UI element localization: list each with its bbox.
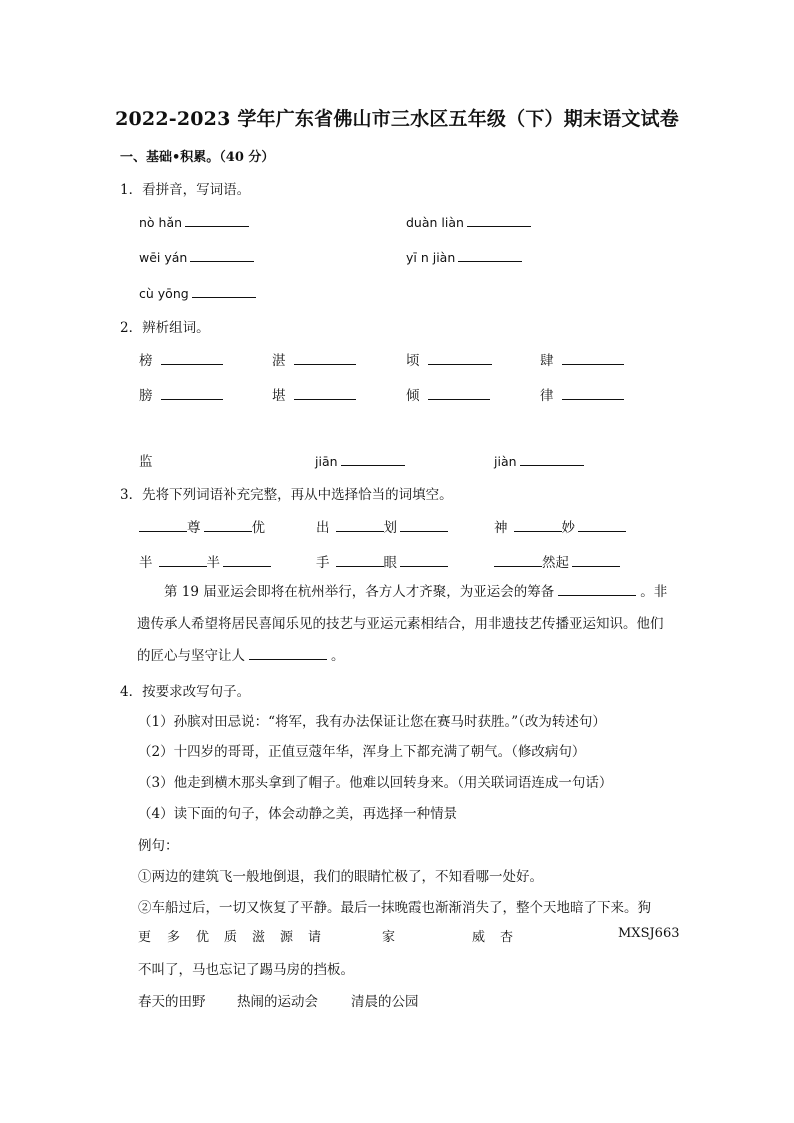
answer-blank[interactable]: [562, 350, 624, 365]
example-sentence-2: ②车船过后，一切又恢复了平静。最后一抹晚霞也渐渐消失了，整个天地暗了下来。狗: [138, 900, 651, 916]
watermark-char: 源: [280, 930, 294, 945]
answer-blank[interactable]: [159, 552, 207, 567]
idiom-item: 然起: [494, 551, 620, 571]
answer-blank[interactable]: [190, 247, 254, 262]
answer-blank[interactable]: [336, 552, 384, 567]
answer-blank[interactable]: [336, 517, 384, 532]
pinyin-item: duàn liàn: [406, 212, 531, 230]
answer-blank[interactable]: [161, 350, 223, 365]
answer-blank[interactable]: [578, 517, 626, 532]
pinyin-item: jiàn: [494, 451, 584, 469]
section-heading: 一、基础•积累。（40 分）: [120, 150, 275, 165]
answer-blank[interactable]: [558, 581, 636, 596]
example-label: 例句：: [138, 838, 179, 854]
sentence-task-3: （3）他走到横木那头拿到了帽子。他难以回转身来。（用关联词语连成一句话）: [138, 775, 613, 791]
answer-blank[interactable]: [494, 552, 542, 567]
char-item: 榜: [139, 349, 223, 369]
char-item: 膀: [139, 384, 223, 404]
pinyin-item: jiān: [315, 451, 405, 469]
fill-paragraph: 第 19 届亚运会即将在杭州举行，各方人才齐聚，为亚运会的筹备 。非遗传承人希望将居民喜闻乐见的技艺与亚运元素相结合，用非遗技艺传播亚运知识。他们的匠心与坚守让人 。: [137, 576, 675, 672]
char-item: 倾: [406, 384, 490, 404]
char-item: 律: [540, 384, 624, 404]
answer-blank[interactable]: [572, 552, 620, 567]
idiom-item: 神 妙: [494, 516, 626, 536]
idiom-item: 半 半: [139, 551, 271, 571]
watermark-char: 请: [308, 930, 322, 945]
watermark-char: 威: [472, 930, 486, 945]
answer-blank[interactable]: [223, 552, 271, 567]
answer-blank[interactable]: [139, 517, 187, 532]
example-sentence-1: ①两边的建筑飞一般地倒退，我们的眼睛忙极了，不知看哪一处好。: [138, 869, 543, 885]
answer-blank[interactable]: [400, 552, 448, 567]
watermark-char: 滋: [252, 930, 266, 945]
watermark-code: MXSJ663: [618, 926, 680, 941]
watermark-char: 杏: [500, 930, 514, 945]
watermark-char: 质: [224, 930, 238, 945]
question-1-label: 1．看拼音，写词语。: [120, 182, 251, 198]
answer-blank[interactable]: [341, 451, 405, 466]
watermark-char: 优: [196, 930, 210, 945]
sentence-task-1: （1）孙膑对田忌说：“将军，我有办法保证让您在赛马时获胜。”（改为转述句）: [138, 714, 606, 730]
answer-blank[interactable]: [458, 247, 522, 262]
answer-blank[interactable]: [562, 385, 624, 400]
answer-blank[interactable]: [204, 517, 252, 532]
scene-option: 热闹的运动会: [237, 994, 318, 1010]
answer-blank[interactable]: [161, 385, 223, 400]
question-2-label: 2．辨析组词。: [120, 320, 210, 336]
sentence-task-4: （4）读下面的句子，体会动静之美，再选择一种情景: [138, 806, 458, 822]
scene-option: 春天的田野: [138, 994, 206, 1010]
answer-blank[interactable]: [192, 283, 256, 298]
pinyin-item: cù yōng: [139, 283, 256, 301]
answer-blank[interactable]: [467, 212, 531, 227]
watermark-char: 家: [382, 930, 396, 945]
pinyin-item: wēi yán: [139, 247, 254, 265]
question-4-label: 4．按要求改写句子。: [120, 684, 251, 700]
idiom-item: 手 眼: [316, 551, 448, 571]
answer-blank[interactable]: [428, 385, 490, 400]
page-title: 2022-2023 学年广东省佛山市三水区五年级（下）期末语文试卷: [115, 108, 679, 130]
char-item: 监: [139, 454, 153, 470]
idiom-item: 尊 优: [139, 516, 265, 536]
sentence-task-2: （2）十四岁的哥哥，正值豆蔻年华，浑身上下都充满了朝气。（修改病句）: [138, 744, 586, 760]
pinyin-item: yī n jiàn: [406, 247, 522, 265]
idiom-item: 出 划: [316, 516, 448, 536]
answer-blank[interactable]: [249, 645, 327, 660]
char-item: 堪: [272, 384, 356, 404]
char-item: 湛: [272, 349, 356, 369]
pinyin-item: nò hǎn: [139, 212, 249, 230]
answer-blank[interactable]: [400, 517, 448, 532]
watermark-char: 多: [167, 930, 181, 945]
answer-blank[interactable]: [185, 212, 249, 227]
scene-option: 清晨的公园: [351, 994, 419, 1010]
char-item: 肆: [540, 349, 624, 369]
example-sentence-2-cont: 不叫了，马也忘记了踢马房的挡板。: [138, 962, 354, 978]
watermark-char: 更: [138, 930, 152, 945]
answer-blank[interactable]: [294, 350, 356, 365]
answer-blank[interactable]: [428, 350, 492, 365]
answer-blank[interactable]: [294, 385, 356, 400]
question-3-label: 3．先将下列词语补充完整，再从中选择恰当的词填空。: [120, 487, 453, 503]
answer-blank[interactable]: [514, 517, 562, 532]
char-item: 顷: [406, 349, 492, 369]
answer-blank[interactable]: [520, 451, 584, 466]
